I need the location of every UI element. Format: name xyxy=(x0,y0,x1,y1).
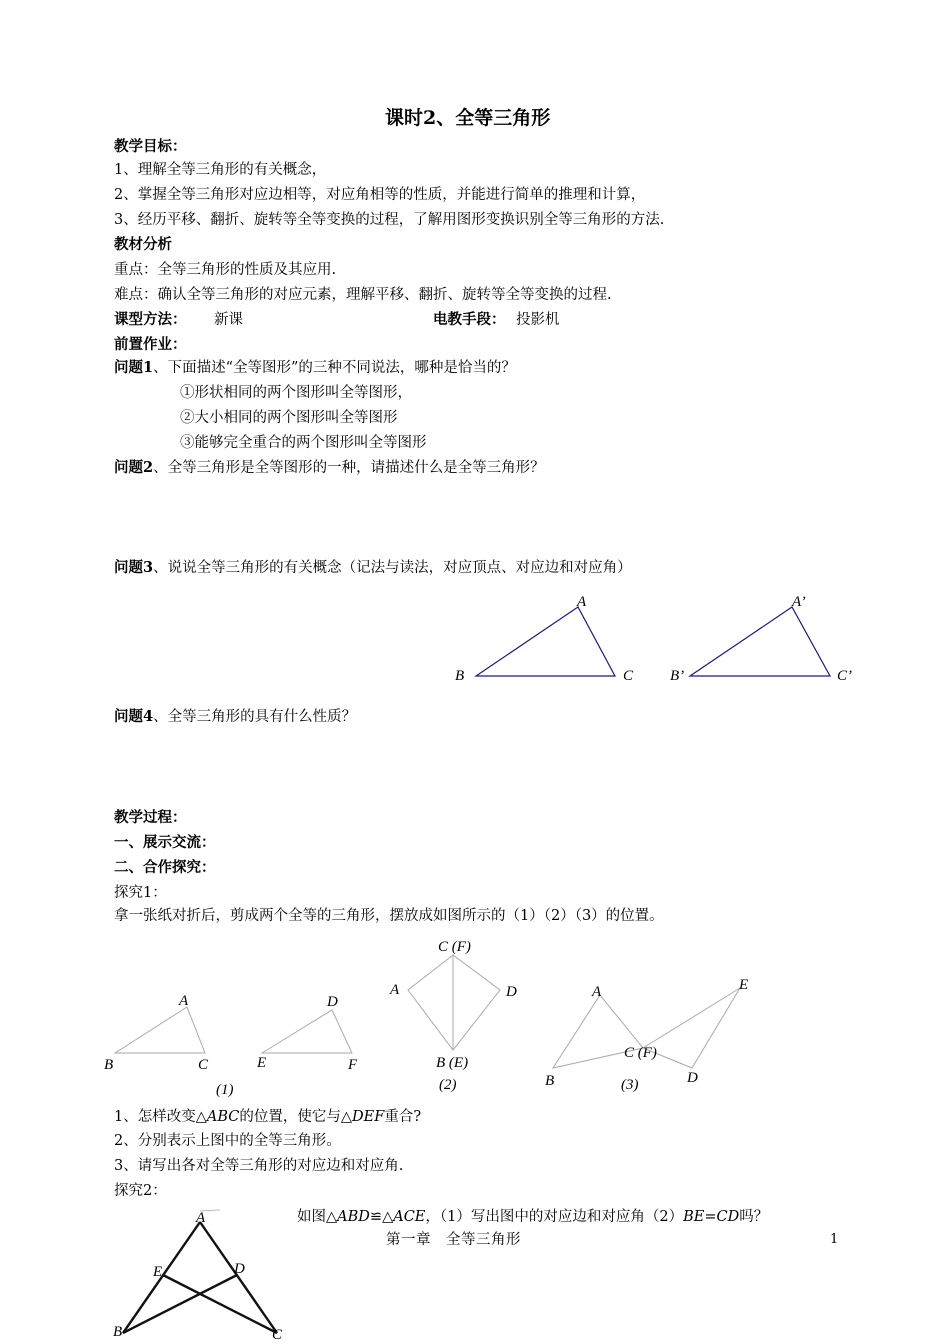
question-4-text: 、全等三角形的具有什么性质？ xyxy=(153,709,357,725)
question-2-text: 、全等三角形是全等图形的一种，请描述什么是全等三角形？ xyxy=(153,460,545,476)
question-text: 1、怎样改变△ xyxy=(114,1109,207,1125)
side-ac xyxy=(200,1222,277,1333)
question-2 xyxy=(114,458,545,478)
question-3-text: 、说说全等三角形的有关概念（记法与读法，对应顶点、对应边和对应角） xyxy=(153,560,632,576)
triangle-def xyxy=(262,1010,352,1053)
method-value: 新课 xyxy=(214,312,243,328)
vertex-label: E xyxy=(257,1055,267,1071)
text-segment: ，（1）写出图中的对应边和对应角（2） xyxy=(425,1209,684,1225)
vertex-label: C xyxy=(623,668,634,684)
question-3-label: 问题3 xyxy=(114,559,154,576)
triangle-name: ACE xyxy=(393,1209,426,1225)
question-4-label: 问题4 xyxy=(114,708,154,725)
footer-chapter: 第一章 全等三角形 xyxy=(386,1232,521,1248)
vertex-label: B xyxy=(104,1057,114,1073)
vertex-label: B (E) xyxy=(436,1055,469,1071)
key-point: 重点：全等三角形的性质及其应用. xyxy=(114,262,337,278)
page-number: 1 xyxy=(830,1232,839,1247)
vertex-label: A xyxy=(179,993,189,1009)
figure-caption: (3) xyxy=(621,1077,639,1093)
vertex-label: E xyxy=(153,1264,163,1280)
text-segment: 吗？ xyxy=(739,1209,769,1225)
goals-heading: 教学目标： xyxy=(114,138,187,155)
triangle-abc xyxy=(115,1007,205,1053)
text-segment: = xyxy=(704,1209,717,1225)
vertex-label: C xyxy=(198,1057,209,1073)
explore-question xyxy=(114,1107,421,1127)
vertex-label: C (F) xyxy=(624,1045,657,1061)
segment-name: CD xyxy=(716,1209,740,1225)
goal-item: 1、理解全等三角形的有关概念， xyxy=(114,162,327,178)
vertex-label: D xyxy=(327,994,338,1010)
explore-1-title: 探究1： xyxy=(114,885,167,901)
vertex-label: F xyxy=(348,1057,358,1073)
goal-item: 2、掌握全等三角形对应边相等，对应角相等的性质，并能进行简单的推理和计算， xyxy=(114,187,646,203)
goal-item: 3、经历平移、翻折、旋转等全等变换的过程，了解用图形变换识别全等三角形的方法. xyxy=(114,212,665,228)
vertex-label: B xyxy=(113,1324,123,1340)
option-item: ②大小相同的两个图形叫全等图形 xyxy=(180,410,398,426)
congruent-triangles-figure xyxy=(440,585,880,690)
vertex-label: A’ xyxy=(792,594,806,610)
figure-caption: (2) xyxy=(439,1077,457,1093)
segment-name: BE xyxy=(683,1209,705,1225)
triangle-abc-prime xyxy=(690,607,830,676)
method-label: 课型方法： xyxy=(114,311,187,328)
question-1 xyxy=(114,358,516,378)
option-item: ①形状相同的两个图形叫全等图形， xyxy=(180,385,412,401)
option-item: ③能够完全重合的两个图形叫全等图形 xyxy=(180,435,427,451)
vertex-label: A xyxy=(592,984,602,1000)
vertex-label: B xyxy=(545,1073,555,1089)
difficulty-point: 难点：确认全等三角形的对应元素，理解平移、翻折、旋转等全等变换的过程. xyxy=(114,287,612,303)
kite-shape xyxy=(408,955,500,1050)
question-2-label: 问题2 xyxy=(114,459,154,476)
triangle-name: ABC xyxy=(206,1109,240,1125)
vertex-label: A xyxy=(390,982,400,998)
question-3 xyxy=(114,558,632,578)
step-heading: 二、合作探究： xyxy=(114,859,216,876)
vertex-label: B’ xyxy=(670,668,685,684)
question-text: 的位置，使它与△ xyxy=(239,1109,353,1125)
figure-caption: (1) xyxy=(216,1082,234,1098)
triangle-name: DEF xyxy=(352,1109,385,1125)
question-1-text: 、下面描述“全等图形”的三种不同说法，哪种是恰当的？ xyxy=(153,360,516,376)
explore-question: 3、请写出各对全等三角形的对应边和对应角. xyxy=(114,1158,404,1174)
triangle-abc xyxy=(476,607,615,676)
vertex-label: A xyxy=(196,1210,206,1226)
vertex-label: D xyxy=(506,984,517,1000)
page-title: 课时2、全等三角形 xyxy=(385,107,551,129)
explore-2-text xyxy=(297,1207,768,1227)
explore-2-figure xyxy=(105,1205,295,1344)
explore-question: 2、分别表示上图中的全等三角形。 xyxy=(114,1133,341,1149)
vertex-label: C (F) xyxy=(438,939,471,955)
question-1-label: 问题1 xyxy=(114,359,154,376)
triangle-def-3 xyxy=(643,988,740,1068)
text-segment: ≌△ xyxy=(369,1209,394,1225)
explore-1-text: 拿一张纸对折后，剪成两个全等的三角形，摆放成如图所示的（1）（2）（3）的位置。 xyxy=(114,908,664,924)
vertex-label: E xyxy=(739,977,749,993)
step-heading: 一、展示交流： xyxy=(114,834,216,851)
question-text: 重合? xyxy=(384,1109,422,1125)
analysis-heading: 教材分析 xyxy=(114,236,172,253)
process-heading: 教学过程： xyxy=(114,809,187,826)
explore-1-figures xyxy=(95,930,795,1100)
media-label: 电教手段： xyxy=(433,311,506,328)
vertex-label: B xyxy=(455,668,465,684)
vertex-label: D xyxy=(687,1070,698,1086)
media-value: 投影机 xyxy=(516,312,560,328)
text-segment: 如图△ xyxy=(297,1209,338,1225)
triangle-name: ABD xyxy=(337,1209,370,1225)
vertex-label: C xyxy=(272,1327,283,1343)
prework-heading: 前置作业： xyxy=(114,336,187,353)
vertex-label: C’ xyxy=(837,668,852,684)
explore-2-title: 探究2： xyxy=(114,1183,167,1199)
question-4 xyxy=(114,707,356,727)
vertex-label: D xyxy=(234,1261,245,1277)
vertex-label: A xyxy=(577,594,587,610)
